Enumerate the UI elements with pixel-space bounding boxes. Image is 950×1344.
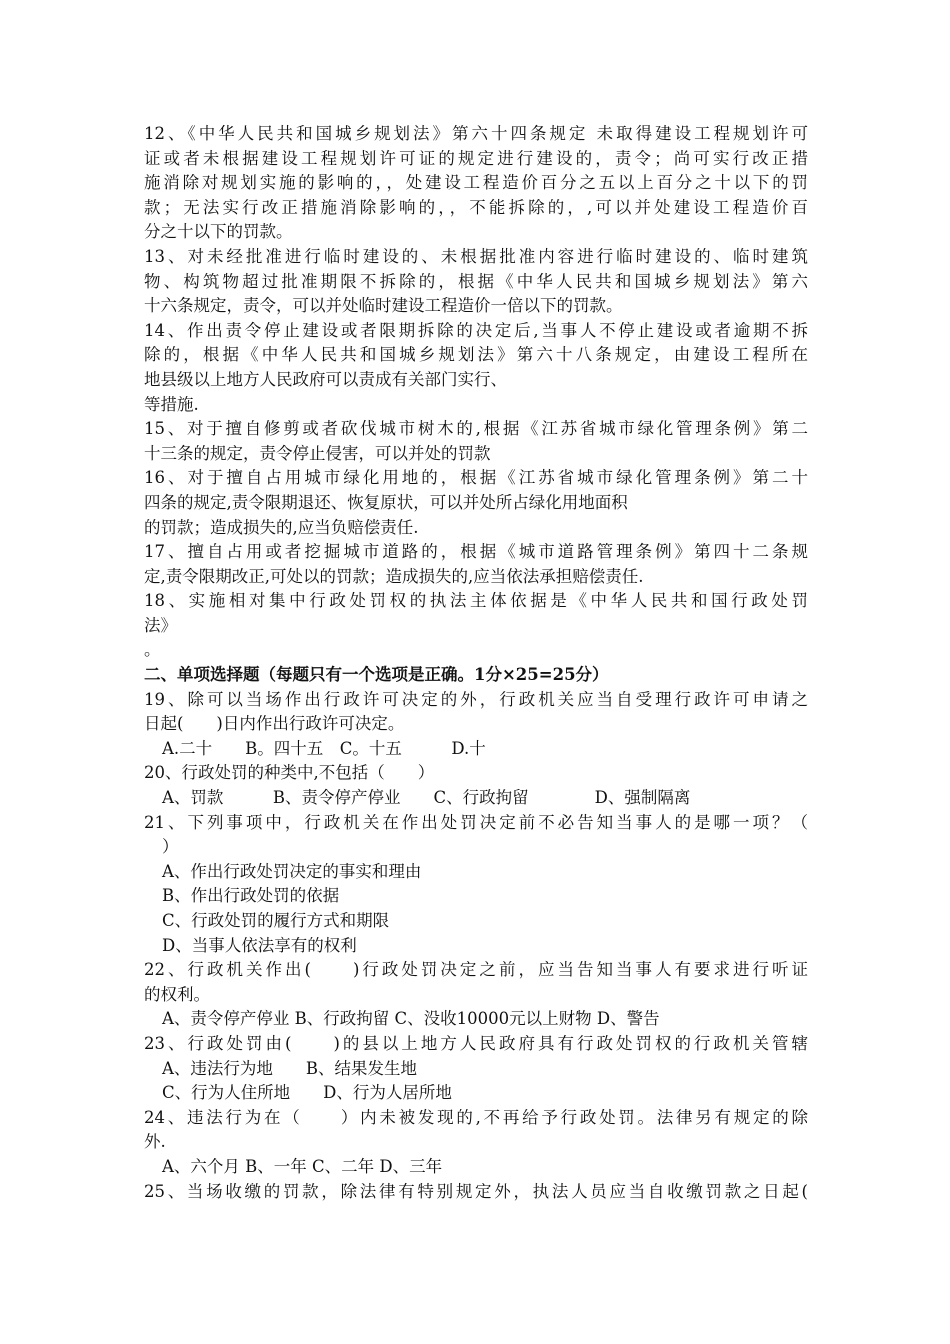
text-line: 款；无法实行改正措施消除影响的，，不能拆除的，,可以并处建设工程造价百 — [144, 197, 808, 217]
text-line: 的罚款；造成损失的,应当负赔偿责任. — [144, 517, 419, 537]
text-line: 12、《中华人民共和国城乡规划法》第六十四条规定 未取得建设工程规划许可 — [144, 124, 808, 143]
text-line: 等措施. — [144, 394, 199, 414]
options-line: A、违法行为地 B、结果发生地 — [162, 1058, 418, 1078]
option-line: A、作出行政处罚决定的事实和理由 — [162, 861, 422, 881]
text-line: 法》 — [144, 615, 177, 635]
question-line: ） — [162, 837, 179, 857]
question-line: 24、违法行为在（ ）内未被发现的,不再给予行政处罚。法律另有规定的除 — [144, 1107, 808, 1127]
question-line: 的权利。 — [144, 984, 210, 1004]
text-line: 定,责令限期改正,可处以的罚款；造成损失的,应当依法承担赔偿责任. — [144, 566, 644, 586]
option-line: B、作出行政处罚的依据 — [162, 886, 340, 906]
text-line: 物、构筑物超过批准期限不拆除的，根据《中华人民共和国城乡规划法》第六 — [144, 271, 808, 291]
options-line: A.二十 B。四十五 C。十五 D.十 — [162, 738, 486, 758]
options-line: A、罚款 B、责令停产停业 C、行政拘留 D、强制隔离 — [162, 788, 691, 808]
question-line: 日起( )日内作出行政许可决定。 — [144, 714, 405, 734]
text-line: 16、对于擅自占用城市绿化用地的，根据《江苏省城市绿化管理条例》第二十 — [144, 468, 808, 488]
document-page — [144, 122, 808, 1204]
option-line: D、当事人依法享有的权利 — [162, 935, 357, 955]
question-line: 19、除可以当场作出行政许可决定的外，行政机关应当自受理行政许可申请之 — [144, 689, 808, 709]
text-line: 15、对于擅自修剪或者砍伐城市树木的,根据《江苏省城市绿化管理条例》第二 — [144, 419, 808, 439]
question-line: 22、行政机关作出( )行政处罚决定之前，应当告知当事人有要求进行听证 — [144, 960, 808, 980]
question-line: 25、当场收缴的罚款，除法律有特别规定外，执法人员应当自收缴罚款之日起( — [144, 1181, 808, 1201]
text-line: 十三条的规定，责令停止侵害，可以并处的罚款 — [144, 443, 491, 463]
section-heading: 二、单项选择题（每题只有一个选项是正确。1分×25=25分） — [144, 665, 609, 685]
text-line: 十六条规定，责令，可以并处临时建设工程造价一倍以下的罚款。 — [144, 296, 623, 316]
text-line: 。 — [144, 640, 161, 660]
text-line: 17、擅自占用或者挖掘城市道路的，根据《城市道路管理条例》第四十二条规 — [144, 542, 808, 562]
text-line: 分之十以下的罚款。 — [144, 222, 293, 242]
text-line: 证或者未根据建设工程规划许可证的规定进行建设的，责令；尚可实行改正措 — [144, 148, 808, 168]
question-line: 20、行政处罚的种类中,不包括（ ） — [144, 763, 435, 783]
text-line: 18、实施相对集中行政处罚权的执法主体依据是《中华人民共和国行政处罚 — [144, 591, 808, 611]
question-line: 21、下列事项中，行政机关在作出处罚决定前不必告知当事人的是哪一项？（ — [144, 812, 808, 832]
text-line: 四条的规定,责令限期退还、恢复原状，可以并处所占绿化用地面积 — [144, 492, 628, 512]
question-line: 23、行政处罚由( )的县以上地方人民政府具有行政处罚权的行政机关管辖 — [144, 1033, 808, 1053]
options-line: A、责令停产停业 B、行政拘留 C、没收10000元以上财物 D、警告 — [162, 1009, 660, 1029]
option-line: C、行政处罚的履行方式和期限 — [162, 911, 390, 930]
text-line: 施消除对规划实施的影响的，，处建设工程造价百分之五以上百分之十以下的罚 — [144, 173, 808, 193]
text-line: 13、对未经批准进行临时建设的、未根据批准内容进行临时建设的、临时建筑 — [144, 246, 808, 266]
text-line: 14、作出责令停止建设或者限期拆除的决定后,当事人不停止建设或者逾期不拆 — [144, 320, 808, 340]
options-line: C、行为人住所地 D、行为人居所地 — [162, 1083, 452, 1103]
question-line: 外. — [144, 1132, 166, 1152]
text-line: 除的，根据《中华人民共和国城乡规划法》第六十八条规定，由建设工程所在 — [144, 345, 808, 365]
options-line: A、六个月 B、一年 C、二年 D、三年 — [162, 1156, 443, 1176]
text-line: 地县级以上地方人民政府可以责成有关部门实行、 — [144, 369, 507, 389]
